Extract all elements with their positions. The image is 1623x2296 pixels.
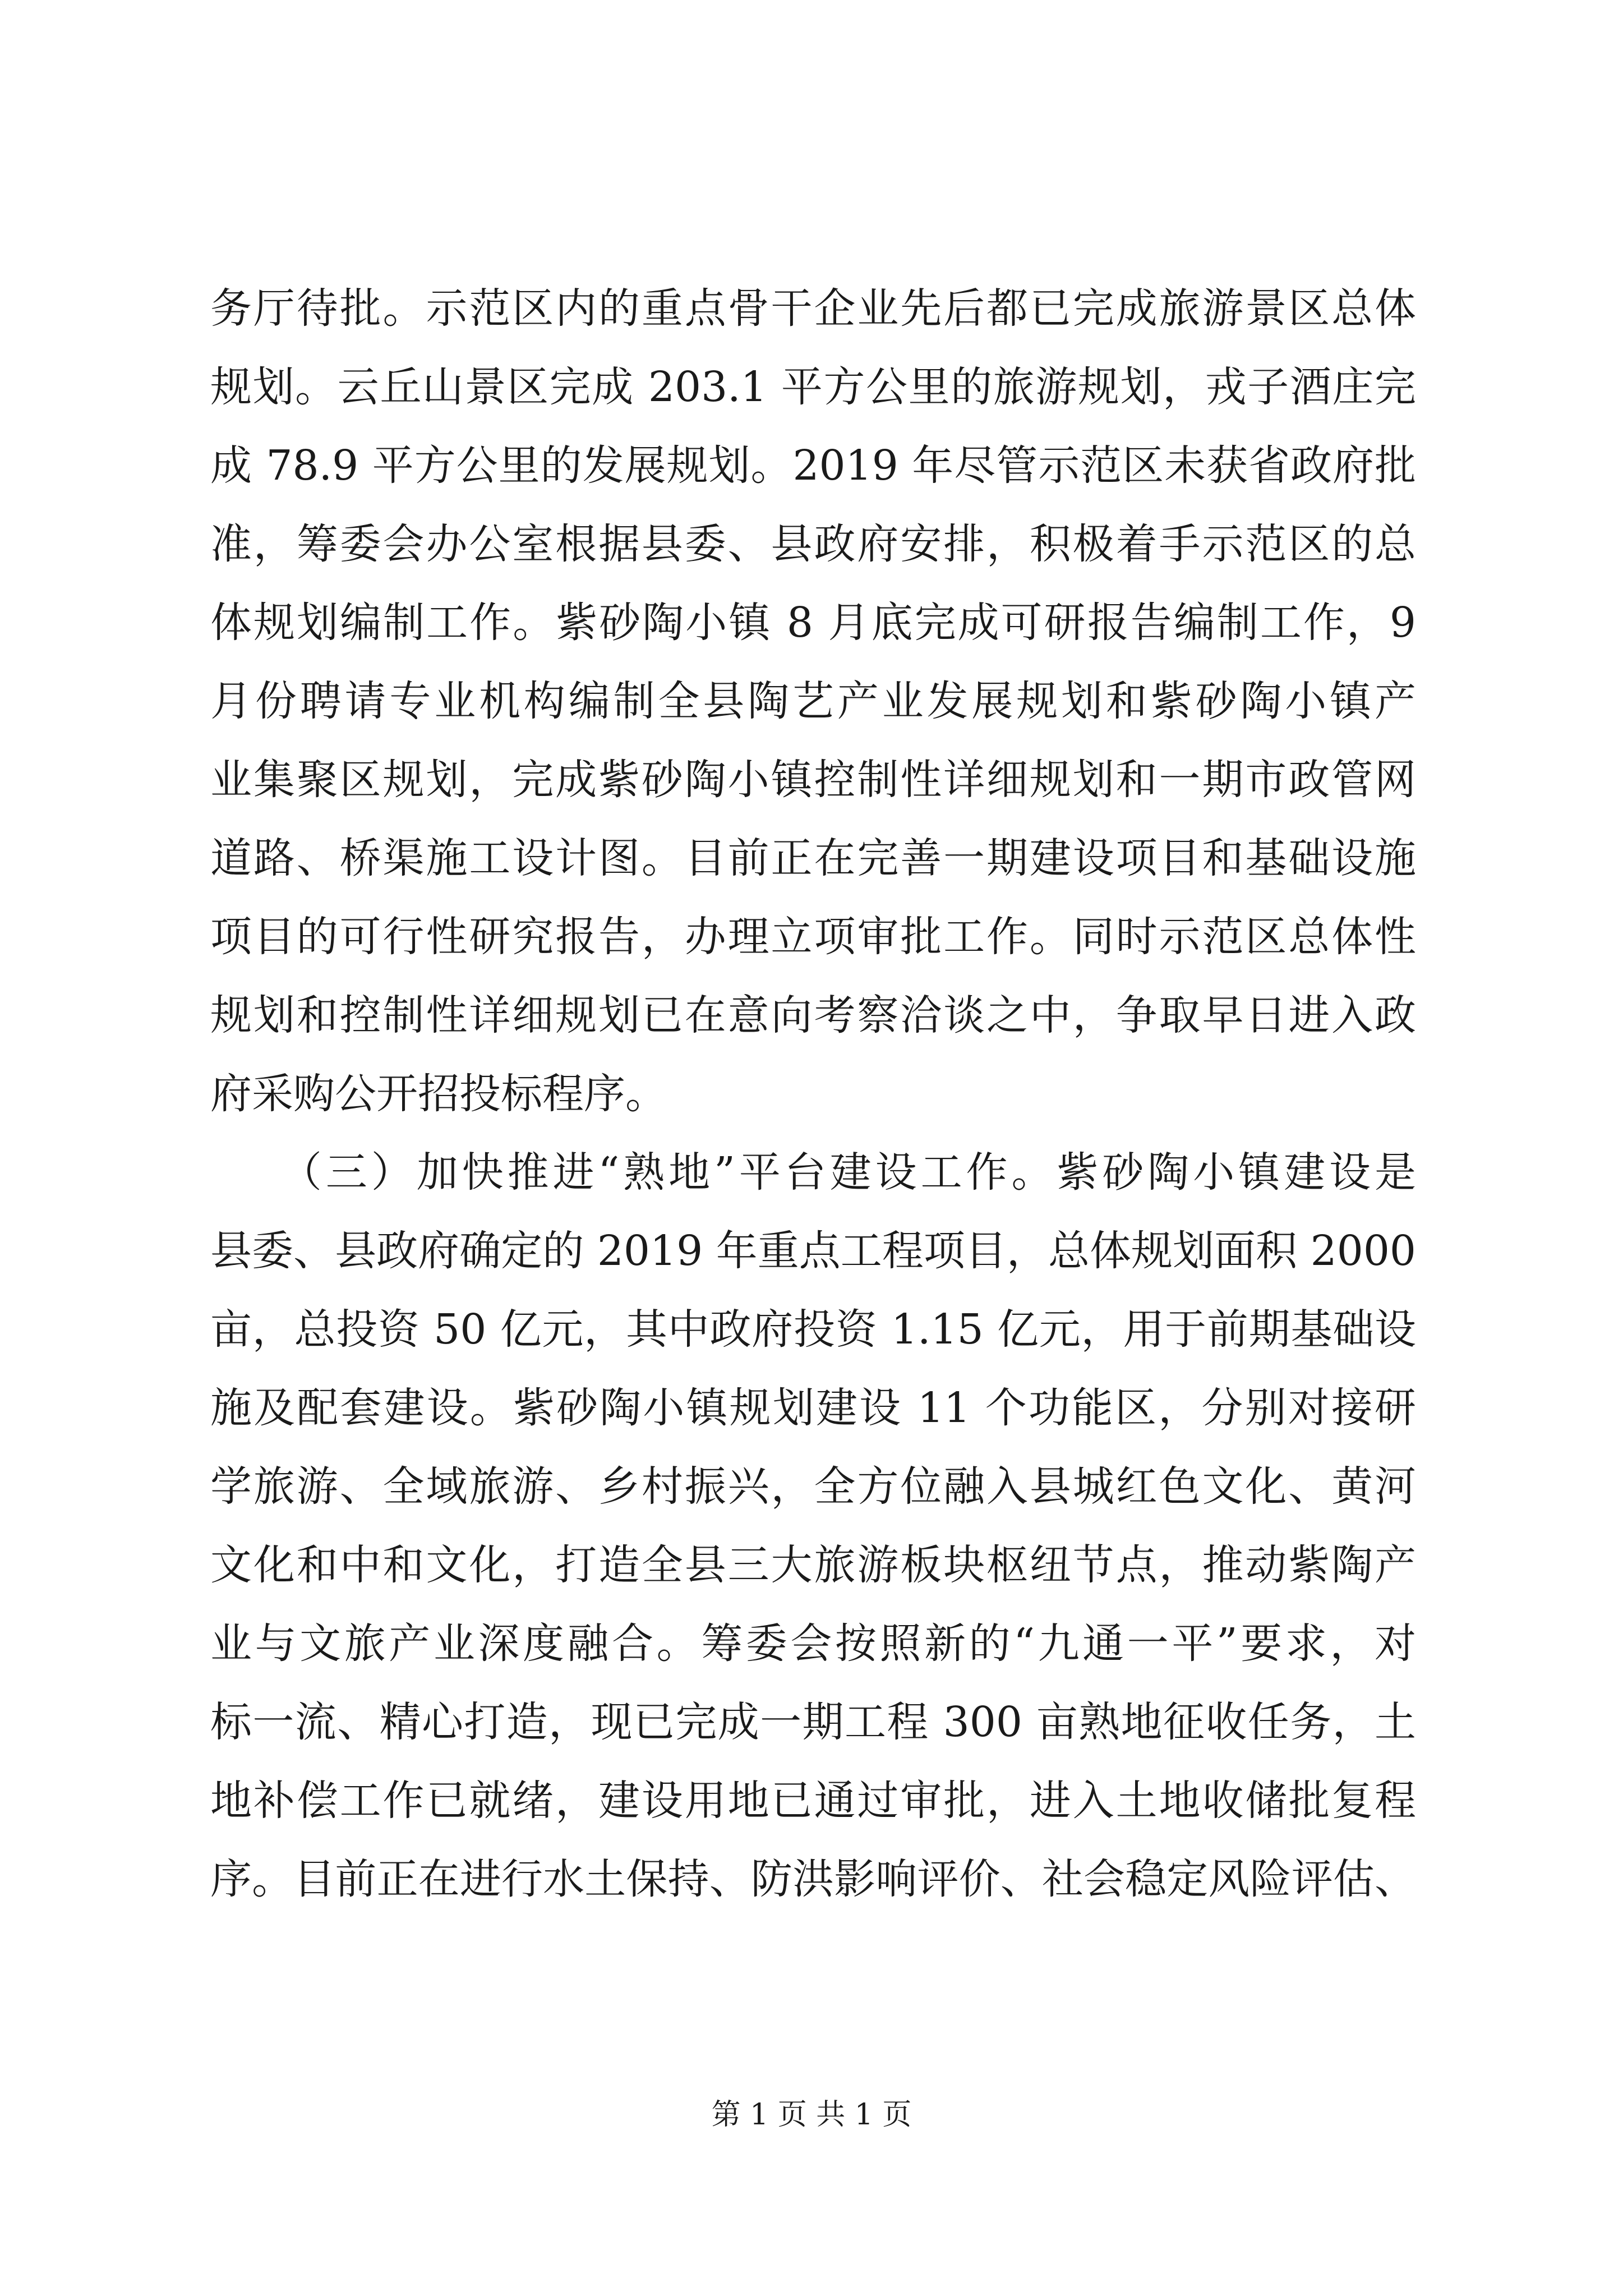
text-line: 准，筹委会办公室根据县委、县政府安排，积极着手示范区的总 — [210, 520, 1416, 568]
text-line: 标一流、精心打造，现已完成一期工程 300 亩熟地征收任务，土 — [210, 1698, 1416, 1746]
text-line: 地补偿工作已就绪，建设用地已通过审批，进入土地收储批复程 — [210, 1777, 1416, 1825]
text-line: 成 78.9 平方公里的发展规划。2019 年尽管示范区未获省政府批 — [210, 441, 1416, 490]
text-line: 县委、县政府确定的 2019 年重点工程项目，总体规划面积 2000 — [210, 1227, 1416, 1275]
text-line: 道路、桥渠施工设计图。目前正在完善一期建设项目和基础设施 — [210, 834, 1416, 882]
text-line: 施及配套建设。紫砂陶小镇规划建设 11 个功能区，分别对接研 — [210, 1384, 1416, 1432]
text-line-paragraph-end: 府采购公开招投标程序。 — [210, 1070, 667, 1118]
text-line: 业集聚区规划，完成紫砂陶小镇控制性详细规划和一期市政管网 — [210, 756, 1416, 804]
section-heading-line: （三）加快推进“熟地”平台建设工作。紫砂陶小镇建设是 — [210, 1148, 1416, 1197]
text-line: 体规划编制工作。紫砂陶小镇 8 月底完成可研报告编制工作，9 — [210, 599, 1416, 647]
text-line: 规划。云丘山景区完成 203.1 平方公里的旅游规划，戎子酒庄完 — [210, 363, 1416, 411]
text-line: 序。目前正在进行水土保持、防洪影响评价、社会稳定风险评估、 — [210, 1855, 1416, 1903]
text-line: 业与文旅产业深度融合。筹委会按照新的“九通一平”要求，对 — [210, 1619, 1416, 1668]
text-line: 务厅待批。示范区内的重点骨干企业先后都已完成旅游景区总体 — [210, 284, 1416, 333]
text-line: 文化和中和文化，打造全县三大旅游板块枢纽节点，推动紫陶产 — [210, 1541, 1416, 1589]
text-line: 学旅游、全域旅游、乡村振兴，全方位融入县城红色文化、黄河 — [210, 1462, 1416, 1511]
text-line: 项目的可行性研究报告，办理立项审批工作。同时示范区总体性 — [210, 913, 1416, 961]
text-line: 亩，总投资 50 亿元，其中政府投资 1.15 亿元，用于前期基础设 — [210, 1305, 1416, 1354]
body-text — [210, 269, 1416, 1918]
text-line: 规划和控制性详细规划已在意向考察洽谈之中，争取早日进入政 — [210, 991, 1416, 1039]
text-line: 月份聘请专业机构编制全县陶艺产业发展规划和紫砂陶小镇产 — [210, 677, 1416, 725]
page-number-footer: 第 1 页 共 1 页 — [711, 2098, 912, 2132]
